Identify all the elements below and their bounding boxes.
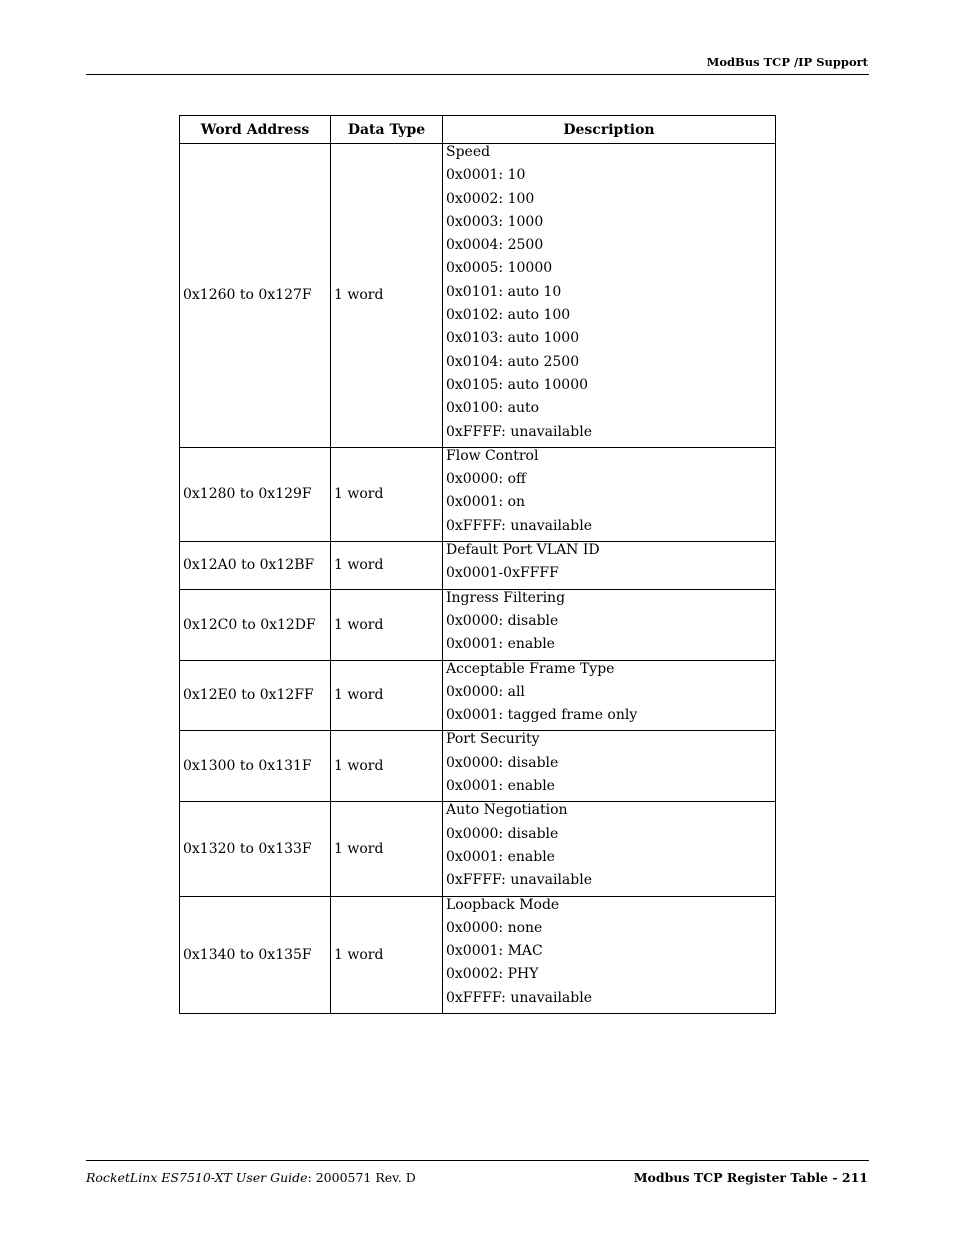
description-title: Speed <box>446 144 491 160</box>
description-title: Ingress Filtering <box>446 589 566 606</box>
description-value: 0x0001: enable <box>446 778 555 795</box>
description-value: 0x0001: enable <box>446 848 555 865</box>
description-value: 0x0001: on <box>446 494 526 511</box>
footer-product-name: RocketLinx ES7510-XT User Guide <box>86 1170 308 1185</box>
description-value: 0x0000: all <box>446 683 525 700</box>
running-header: ModBus TCP /IP Support <box>706 55 868 69</box>
description-value: 0x0003: 1000 <box>446 213 544 230</box>
word-address-cell: 0x1320 to 0x133F <box>180 802 331 896</box>
footer-rule <box>86 1160 869 1161</box>
description-value: 0x0000: disable <box>446 754 559 771</box>
data-type-cell: 1 word <box>331 589 443 660</box>
column-header-description: Description <box>443 116 776 144</box>
description-value: 0x0002: 100 <box>446 190 535 207</box>
data-type-cell: 1 word <box>331 896 443 1013</box>
description-value: 0x0100: auto <box>446 400 540 417</box>
table-body <box>180 144 776 1014</box>
description-value: 0x0001: tagged frame only <box>446 707 638 724</box>
description-cell <box>443 542 776 590</box>
description-value: 0x0105: auto 10000 <box>446 376 589 393</box>
footer-document-info <box>86 1170 416 1185</box>
description-value: 0x0102: auto 100 <box>446 307 571 324</box>
description-cell <box>443 144 776 448</box>
description-value: 0x0001-0xFFFF <box>446 565 559 582</box>
data-type-cell: 1 word <box>331 731 443 802</box>
description-title: Port Security <box>446 731 540 748</box>
footer-page-label: Modbus TCP Register Table - 211 <box>633 1170 868 1185</box>
table-row <box>180 542 776 590</box>
description-value: 0x0004: 2500 <box>446 237 544 254</box>
description-value: 0x0000: disable <box>446 612 559 629</box>
description-value: 0x0000: off <box>446 471 526 488</box>
description-value: 0xFFFF: unavailable <box>446 989 592 1006</box>
description-value: 0xFFFF: unavailable <box>446 423 592 440</box>
description-value: 0x0005: 10000 <box>446 260 553 277</box>
description-value: 0x0000: disable <box>446 825 559 842</box>
description-value: 0x0001: enable <box>446 636 555 653</box>
description-value: 0x0001: 10 <box>446 167 526 184</box>
table-row <box>180 802 776 896</box>
data-type-cell: 1 word <box>331 447 443 541</box>
table-row <box>180 896 776 1013</box>
description-value: 0x0002: PHY <box>446 966 539 983</box>
description-value: 0x0000: none <box>446 919 543 936</box>
description-cell <box>443 589 776 660</box>
column-header-word-address: Word Address <box>180 116 331 144</box>
table-row <box>180 144 776 448</box>
description-cell <box>443 802 776 896</box>
modbus-register-table <box>179 115 776 1014</box>
table-row <box>180 660 776 731</box>
description-cell <box>443 731 776 802</box>
description-value: 0x0001: MAC <box>446 943 543 960</box>
column-header-data-type: Data Type <box>331 116 443 144</box>
description-title: Auto Negotiation <box>446 802 568 819</box>
data-type-cell: 1 word <box>331 542 443 590</box>
description-title: Loopback Mode <box>446 896 560 913</box>
description-title: Flow Control <box>446 447 539 464</box>
description-title: Acceptable Frame Type <box>446 660 615 677</box>
word-address-cell: 0x12E0 to 0x12FF <box>180 660 331 731</box>
description-title: Default Port VLAN ID <box>446 542 600 559</box>
description-value: 0xFFFF: unavailable <box>446 517 592 534</box>
description-value: 0xFFFF: unavailable <box>446 872 592 889</box>
data-type-cell: 1 word <box>331 144 443 448</box>
footer-doc-number: : 2000571 Rev. D <box>307 1170 416 1185</box>
table-row <box>180 589 776 660</box>
description-value: 0x0101: auto 10 <box>446 283 562 300</box>
header-rule <box>86 74 869 75</box>
word-address-cell: 0x1300 to 0x131F <box>180 731 331 802</box>
table-row <box>180 447 776 541</box>
word-address-cell: 0x12A0 to 0x12BF <box>180 542 331 590</box>
description-value: 0x0103: auto 1000 <box>446 330 580 347</box>
word-address-cell: 0x1280 to 0x129F <box>180 447 331 541</box>
word-address-cell: 0x1260 to 0x127F <box>180 144 331 448</box>
table-header-row <box>180 116 776 144</box>
word-address-cell: 0x12C0 to 0x12DF <box>180 589 331 660</box>
description-cell <box>443 447 776 541</box>
description-value: 0x0104: auto 2500 <box>446 353 580 370</box>
table-row <box>180 731 776 802</box>
description-cell <box>443 896 776 1013</box>
data-type-cell: 1 word <box>331 660 443 731</box>
description-cell <box>443 660 776 731</box>
data-type-cell: 1 word <box>331 802 443 896</box>
word-address-cell: 0x1340 to 0x135F <box>180 896 331 1013</box>
